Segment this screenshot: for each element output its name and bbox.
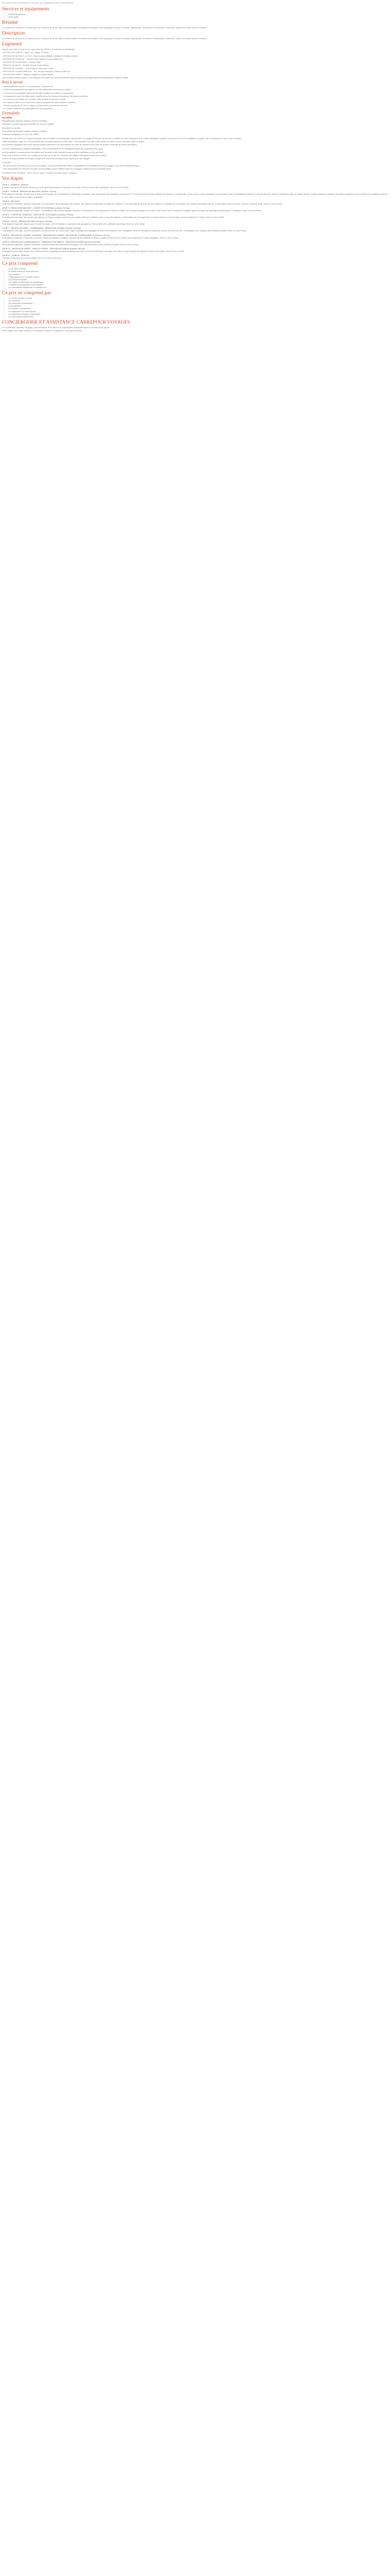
formalites-line: Pour les ressortissants d'autres nationalités, il est recommandé de se renseigner auprès du consulat de leur pays. (2, 147, 104, 150)
formalites-line: Ressortissants français (adultes, bébés et enfants) : (2, 129, 48, 132)
day-title: JOUR 3 - BELFAST (2, 199, 20, 202)
hotel-line: - RÉGION DE MAYO : Westlife Moved, Hotel Ballina (2, 63, 49, 66)
conciergerie-text: En choisissant Carrefour Voyages, vous bénéficiez d'un service de conciergerie accessible avant et pendant votre séjour. (2, 326, 110, 329)
day-body: Petit déjeuner irlandais. Départ vers le comté de Mayo. Arrêt à Westport, charmante ville géorgienne. Découverte de la distillerie de whisky. Dîner et nuit à l'hôtel. (2, 223, 145, 226)
list-item: • Le vol aller et retour (8, 267, 389, 270)
hotel-line: - RÉGION DE DONEGAL : Clinton Hotel, Station House Letterkenny (2, 57, 63, 60)
day-item (2, 241, 389, 246)
formalites-line: Ressortissants français (adultes, bébés et enfants) : (2, 119, 48, 122)
hotel-list (2, 51, 389, 76)
list-item: • Les dépenses personnelles (8, 302, 389, 304)
day-body: Petit déjeuner irlandais. Journée consacrée à la découverte de la péninsule de Dingle, l'une des plus belles routes côtières d'Irlande. Dîner et nuit à l'hôtel. (2, 243, 139, 246)
day-item (2, 190, 389, 198)
included-list (2, 267, 389, 289)
list-item: • Le prix de la mise à niveau (8, 297, 389, 299)
hotel-line: - RÉGION DE BELFAST ou JO'S : Curious about Atlantic, Holiday Inn Express Antrim (2, 54, 78, 57)
day-item (2, 200, 389, 205)
day-body: Petit déjeuner irlandais. Journée consacrée à la découverte de la chaussée des Géants, site classé au Patrimoine mondial de l'UNESCO. Cet ensemble de plus de 40 000 colonnes de basalte est le résultat d'une activité volcanique intense. Continuation vers le pont de corde de Carrick-a-Rede. Dîner et nuit à l'hôtel. (2, 202, 283, 205)
included-heading: Ce prix comprend (2, 261, 38, 267)
hotel-line: - RÉGION DE KERRY : Ballyroe Heights ou White Sands (2, 73, 53, 76)
day-title: JOUR 9 - RÉGION DE CLARE/LIMERICK - PÉNINSULE DE DINGLE - RÉGION DE KERRY (environ 205 km) (2, 240, 101, 243)
day-title: JOUR 11 - DUBLIN - FRANCE (2, 254, 29, 257)
list-item: • Les assurances assistance et rapatriement (8, 286, 389, 289)
list-item: • Les déjeuners non mentionnés (8, 310, 389, 313)
day-body: Transfert à l'aéroport selon les horaires de vol. Fin de nos services. (2, 257, 62, 260)
conciergerie-text: Notre équipe est à votre écoute pour répondre à toutes vos questions, du lundi au samedi. (2, 329, 83, 332)
hotel-line: - RÉGION DE GALWAY : Lady Gregory, Oranmore Lodge (2, 66, 54, 70)
day-item (2, 254, 389, 259)
day-title: JOUR 4 - RÉGION DE BELFAST - COMTÉ DE DONEGAL (environ 215 km) (2, 206, 70, 209)
bon-line: - Les repas du midi ne sont pas inclus dans le programme (sauf mention contraire). (2, 100, 76, 104)
formalites-line: IRLANDE DU NORD (2, 126, 21, 129)
day-title: JOUR 6 - SLIGO - RÉGION DE MAYO (environ 110 km) (2, 220, 52, 223)
formalites-line: - En cas d'oubli, de perte ou de vol de vos papiers, nous ne pouvons être tenus responsables de l'annulation de votre voyage ou du refus d'embarquement. (2, 164, 140, 167)
bon-line: - Le programme peut être légèrement modifié selon les horaires d'ouverture des sites et activités. (2, 94, 89, 97)
formalites-body (2, 120, 389, 175)
day-body: Petit déjeuner irlandais. Départ pour la visite panoramique de la capitale de la République d'Irlande. Vous découvrirez les principaux monuments : l'O'Connell Street, Trinity College et le quartier de Temple Bar. Route vers le nord et passage de la frontière entre la République d'Irlande et l'Irlande du Nord. Arrivée à Belfast et visite du Titanic Belfast, musée consacré à l'histoire du célèbre paquebot construit dans les chantiers navals de la ville. Dîner et nuit dans la région de Belfast. (2, 193, 388, 198)
legend-outro: Liste d'hôtels communiquée à titre indicatif, les hôtels vous seront confirmés dans le carnet de voyage transmis quelques jours avant le départ. (2, 76, 129, 79)
bon-line: - Pendant la période de fin de Pâques, certains sites peuvent être fermés. (2, 104, 68, 107)
resume-heading: Résumé (2, 20, 18, 26)
bon-list (2, 85, 389, 110)
day-body: Petit déjeuner irlandais. Traversée du Burren, région de plateaux calcaires. Découverte des falaises de Moher, hautes de plus de 200 mètres, qui surplombent l'océan Atlantique. Dîner et nuit à l'hôtel. (2, 236, 179, 239)
formalites-heading: Formalités (2, 111, 20, 116)
day-body: Petit déjeuner irlandais. Départ pour le Ring of Kerry, magnifique route panoramique qui fait le tour de la péninsule d'Iveragh. Arrêt dans le parc national de Killarney. Route vers Dublin. Dîner et nuit à l'hôtel. (2, 250, 185, 253)
bon-line: - Le circuit est susceptible d'être inversé sans modifier le contenu du programme. (2, 91, 74, 94)
day-body: Petit déjeuner irlandais. Journée consacrée à la découverte du Connemara, région sauvage aux paysages de lacs, de tourbières et de montagnes. Visite de l'abbaye de Kylemore, nichée au bord d'un lac. Continuation vers Galway, ville étudiante animée. Dîner et nuit à l'hôtel. (2, 229, 247, 232)
page (0, 0, 391, 332)
legend-heading: Legenend (2, 42, 22, 47)
resume-text: Le meilleur de l'Irlande en 11 jours pour une découverte de ses sites incontournables et expériences locales. Entre paysages à couper le souffle, légendaires, rencontres et interactions culturelles, toutes vos envies seront comblées ! (2, 26, 208, 29)
list-item: • Les boissons (8, 299, 389, 302)
list-item: • La pension complète (8, 278, 389, 281)
services-list (2, 13, 389, 18)
day-item (2, 220, 389, 225)
day-item (2, 213, 389, 218)
formalites-line: Il est de la responsabilité de chaque voyageur de posséder les documents requis pour son voyage. (2, 157, 90, 160)
formalites-line: Passeport obligatoire en cours de validité. (2, 133, 40, 136)
list-item: • Le forfait bateau et taxes aéroport (8, 270, 389, 273)
list-item: • Le guide accompagnateur francophone (8, 283, 389, 286)
list-item: • Les pourboires (8, 304, 389, 307)
formalites-line: Nous vous invitons à vérifier les conditions d'entrée sur le site du ministère des Affaires étrangères avant votre départ. (2, 154, 107, 157)
voy-heading: Vos étapes (2, 176, 23, 182)
bon-line: - Guide accompagnateur francophone à votre disposition durant tout le séjour. (2, 88, 72, 91)
breadcrumb: Ce Grand Tour comprend « Ce prix ne comprend pas »Conciergerie (2, 2, 74, 4)
day-item (2, 207, 389, 212)
bon-line: - Les horaires des visites sont donnés à titre indicatif et peuvent évoluer. (2, 97, 67, 100)
day-item (2, 234, 389, 239)
legend-intro: Durant votre séjour, vous serez logés dans les hôtels 3-4* suivants (ou similaires) : (2, 48, 76, 51)
day-item (2, 247, 389, 252)
bon-heading: Bon à savoir (2, 80, 23, 85)
excluded-heading: Ce prix ne comprend pas (2, 291, 51, 296)
conciergerie-heading: CONCIERGERIE ET ASSISTANCE CARREFOUR VOYAGES (2, 319, 131, 325)
hotel-line: - RÉGION DE CLARE/LIMERICK : The Inn at Dromoland, Treacys Oakwood (2, 70, 70, 73)
description-text: Le meilleur de l'Irlande en 11 jours pour une découverte de ses sites incontournables et expériences locales. Entre paysages à couper le souffle, légendaires, rencontres et interactions culturelles, toutes vos envies seront comblées ! (2, 37, 208, 40)
list-item: • Local guide (8, 15, 389, 18)
services-heading: Services et équipements (2, 7, 50, 12)
formalites-subheading: IRLANDE (2, 116, 12, 120)
day-title: JOUR 1 - FRANCE - DUBLIN (2, 183, 29, 187)
day-title: JOUR 10 - RÉGION DE KERRY - RING OF KERRY - RÉGION DE DUBLIN (environ 350 km) (2, 247, 85, 250)
list-item: • Le supplément chambre individuelle (8, 313, 389, 315)
list-item: • L'hébergement en chambre double (8, 276, 389, 278)
formalites-line: Cette autorisation coûte 16 £ et est valable pour plusieurs séjours sur deux ans. Il est conseillé d'en faire la demande au moins 3 jours ouvrables avant le départ. (2, 140, 145, 143)
list-item: • Les assurances optionnelles (8, 315, 389, 318)
day-title: JOUR 5 - COMTÉ DE DONEGAL - RÉGION DE SLIGO/MAYO (environ 175 km) (2, 213, 74, 216)
bon-line: - Départs garantis à partir de 4 participants, maximum 53. (2, 85, 54, 88)
description-heading: Description (2, 31, 25, 37)
formalites-line: Les mineurs voyageant sans leurs parents doivent présenter une autorisation de sortie du territoire et la copie de la pièce d'identité du parent signataire. (2, 143, 137, 146)
hotel-line: - RÉGION DE SLIGO/MAYO : Clarion Sligo (2, 60, 41, 63)
formalites-line: Passeport ou carte nationale d'identité en cours de validité. (2, 122, 55, 125)
formalites-line: COURANT ÉLECTRIQUE : 230 V, 50 Hz. Type G (Irlande du Nord), type G (Irlande). (2, 172, 77, 175)
formalites-line: À partir du 2 avril 2025, les citoyens français devront obtenir une Autorisation électronique de voyage (ETA) pour se rendre en Irlande du Nord (Royaume-Uni). Cette autorisation, gratuite ou payante selon les modalités en vigueur, est à demander en ligne avant le départ. (2, 137, 242, 140)
list-item: • Les transferts (8, 273, 389, 276)
day-body: Petit déjeuner irlandais. Départ vers Derry / Londonderry, ville fortifiée chargée d'histoire. Promenade sur les remparts de la ville qui offrent une vue panoramique sur la vieille ville. Route vers le comté de Donegal, région sauvage aux paysages spectaculaires. Installation, dîner et nuit à l'hôtel. (2, 209, 262, 212)
day-title: JOUR 2 - DUBLIN - RÉGION DE BELFAST (environ 175 km) (2, 190, 57, 193)
list-item: • Guide francophone (8, 13, 389, 15)
excluded-list (2, 297, 389, 318)
formalites-line: Les informations concernant les formalités sont données à titre indicatif et peuvent être modifiées par les autorités. (2, 150, 104, 154)
formalites-line: - Pour tout départ d'un aéroport français, les formalités peuvent différer selon la compagnie aérienne et la destination finale. (2, 167, 112, 170)
formalites-line: A NOTER (2, 161, 11, 164)
day-item (2, 183, 389, 189)
day-title: JOUR 7 - RÉGION DE MAYO - CONNEMARA - RÉGION DE GALWAY (environ 190 km) (2, 227, 81, 230)
day-title: JOUR 8 - RÉGION DE GALWAY - BURREN - FALAISES DE MOHER - RÉGION DE CLARE/LIMERICK (environ 175 km) (2, 233, 110, 236)
list-item: • Les activités optionnelles (8, 307, 389, 310)
day-body: Arrivée à l'aéroport de Dublin. Accueil par votre guide francophone et transfert vers votre hôtel en centre-ville. Installation, dîner et nuit à l'hôtel. (2, 186, 129, 189)
hotel-line: - RÉGION DE DUBLIN : Grand Inn, Clarion, Premier (2, 51, 49, 54)
day-item (2, 227, 389, 232)
bon-line: - Le nombre minimum de participants est de 4 personnes. (2, 107, 54, 110)
list-item: • Les visites mentionnées au programme (8, 281, 389, 283)
day-body: Petit déjeuner irlandais. Découverte des falaises de Slieve League, parmi les plus hautes d'Europe. Balade à pied le long des falaises. Continuation vers Donegal Town et découverte du comté de Sligo, terre du poète W. B. Yeats. Dîner et nuit à l'hôtel. (2, 216, 225, 219)
days-list (2, 183, 389, 259)
